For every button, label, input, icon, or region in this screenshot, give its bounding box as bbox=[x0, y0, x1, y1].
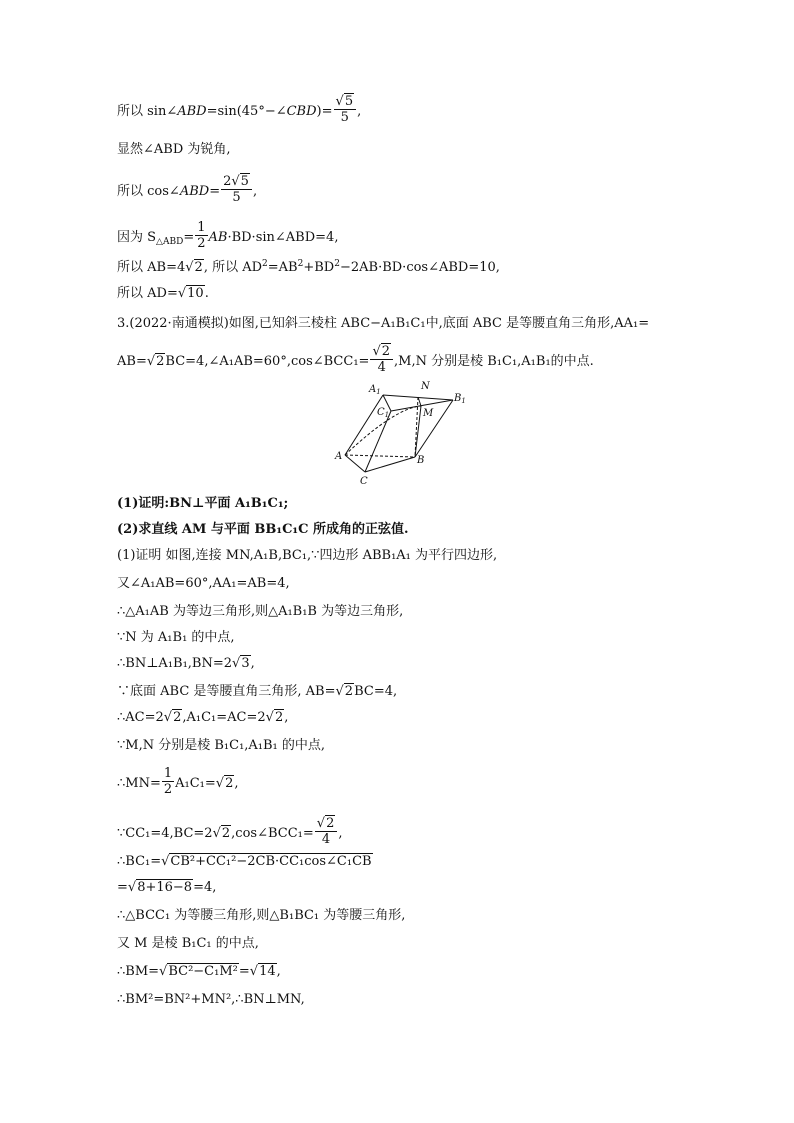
text: , bbox=[338, 826, 343, 841]
text: 2 bbox=[381, 344, 391, 359]
text: −2AB·BD·cos∠ABD=10, bbox=[339, 260, 500, 275]
text: 14 bbox=[259, 964, 276, 979]
label-b1-sub: 1 bbox=[461, 397, 466, 405]
label-b: B bbox=[417, 455, 425, 466]
text: 2 bbox=[334, 259, 340, 269]
text: 5 bbox=[340, 110, 349, 125]
solution-line-4 bbox=[117, 222, 338, 253]
label-m: M bbox=[423, 408, 434, 419]
sqrt: √2 bbox=[185, 260, 203, 275]
text: AB bbox=[208, 230, 228, 245]
fraction: $\frac{√2}{4}$ bbox=[315, 816, 338, 847]
text: ·BD·sin∠ABD=4, bbox=[227, 230, 339, 245]
text: , 所以 AD bbox=[203, 260, 263, 275]
text: +BD bbox=[303, 260, 335, 275]
text: 2 bbox=[225, 776, 234, 791]
text: 所以 sin∠ bbox=[117, 104, 178, 119]
text: 10 bbox=[187, 286, 204, 301]
text: 5 bbox=[344, 94, 354, 109]
sqrt: √2 bbox=[146, 354, 165, 369]
solution-step-6 bbox=[117, 682, 397, 702]
text: =sin(45°−∠ bbox=[206, 104, 287, 119]
sqrt: √10 bbox=[177, 286, 204, 301]
sqrt: √CB²+CC₁²−2CB·CC₁cos∠C₁CB bbox=[161, 854, 372, 869]
sqrt: √2 bbox=[265, 710, 284, 725]
svg-text:A1 bbox=[368, 384, 381, 396]
text: 2 bbox=[344, 684, 354, 699]
question-2: (2)求直线 AM 与平面 BB₁C₁C 所成角的正弦值. bbox=[117, 522, 409, 537]
text: 4 bbox=[377, 360, 386, 375]
label-a: A bbox=[335, 451, 343, 462]
solution-step-10 bbox=[117, 818, 342, 849]
text: ∵底面 ABC 是等腰直角三角形, AB= bbox=[117, 684, 336, 699]
text: ∴AC=2 bbox=[117, 710, 164, 725]
text: 5 bbox=[232, 190, 241, 205]
text: , bbox=[276, 964, 281, 979]
text: 5 bbox=[240, 174, 249, 189]
text: BC=4,∠A₁AB=60°,cos∠BCC₁= bbox=[165, 354, 370, 369]
solution-line-2: 显然∠ABD 为锐角, bbox=[117, 142, 231, 157]
text: 2 bbox=[156, 354, 165, 369]
fraction bbox=[162, 766, 174, 797]
text: A₁C₁= bbox=[175, 776, 216, 791]
text: 2 bbox=[221, 826, 231, 841]
problem-3-line-1: 3.(2022·南通模拟)如图,已知斜三棱柱 ABC−A₁B₁C₁中,底面 ABC 是等腰直角三角形,AA₁= bbox=[117, 316, 650, 331]
solution-step-4: ∵N 为 A₁B₁ 的中点, bbox=[117, 630, 235, 645]
label-c1-sub: 1 bbox=[384, 411, 390, 419]
text: △ABD bbox=[156, 237, 184, 247]
text: 因为 S bbox=[117, 230, 157, 245]
fraction: $\frac{√2}{4}$ bbox=[370, 344, 393, 375]
text: 1 bbox=[163, 766, 173, 781]
text: =AB bbox=[267, 260, 298, 275]
text: =4, bbox=[193, 880, 217, 895]
fraction bbox=[195, 220, 207, 251]
text: 所以 AB=4 bbox=[117, 260, 186, 275]
text: 2 bbox=[326, 816, 335, 831]
solution-step-11 bbox=[117, 852, 373, 872]
text: , bbox=[250, 656, 255, 671]
solution-step-14: 又 M 是棱 B₁C₁ 的中点, bbox=[117, 936, 259, 951]
text: , bbox=[284, 710, 289, 725]
solution-line-5 bbox=[117, 258, 500, 278]
solution-line-1 bbox=[117, 96, 361, 127]
text: 2 bbox=[194, 260, 203, 275]
fraction: $\frac{√5}{5}$ bbox=[334, 94, 357, 125]
text: )= bbox=[316, 104, 333, 119]
sqrt: √2 bbox=[335, 684, 354, 699]
sqrt: √BC²−C₁M² bbox=[159, 964, 238, 979]
text: ∴BM= bbox=[117, 964, 160, 979]
label-b1: B bbox=[454, 393, 462, 404]
label-a1-sub: 1 bbox=[376, 388, 381, 396]
text: ∴BN⊥A₁B₁,BN=2 bbox=[117, 656, 233, 671]
solution-line-3 bbox=[117, 176, 257, 207]
solution-step-2: 又∠A₁AB=60°,AA₁=AB=4, bbox=[117, 576, 290, 591]
question-1: (1)证明:BN⊥平面 A₁B₁C₁; bbox=[117, 496, 289, 511]
solution-step-9 bbox=[117, 768, 239, 799]
text: CBD bbox=[286, 104, 317, 119]
text: 4 bbox=[321, 832, 331, 847]
text: ,A₁C₁=AC=2 bbox=[182, 710, 266, 725]
text: = bbox=[238, 964, 250, 979]
sqrt: √2 bbox=[212, 826, 231, 841]
svg-text:C1 bbox=[377, 407, 389, 419]
text: 2 bbox=[163, 782, 173, 797]
solution-step-16: ∴BM²=BN²+MN²,∴BN⊥MN, bbox=[117, 992, 305, 1007]
svg-text:B1 bbox=[453, 393, 466, 405]
text: ABD bbox=[177, 104, 207, 119]
solution-step-7 bbox=[117, 708, 288, 728]
solution-step-13: ∴△BCC₁ 为等腰三角形,则△B₁BC₁ 为等腰三角形, bbox=[117, 908, 406, 923]
text: ,M,N 分别是棱 B₁C₁,A₁B₁的中点. bbox=[394, 354, 594, 369]
text: 3 bbox=[241, 656, 250, 671]
text: 2 bbox=[262, 259, 268, 269]
solution-step-3: ∴△A₁AB 为等边三角形,则△A₁B₁B 为等边三角形, bbox=[117, 604, 404, 619]
text: 8+16−8 bbox=[137, 880, 193, 895]
solution-step-5 bbox=[117, 654, 255, 674]
sqrt: √2 bbox=[163, 710, 182, 725]
text: . bbox=[204, 286, 209, 301]
text: = bbox=[209, 184, 221, 199]
solution-step-15 bbox=[117, 962, 281, 982]
text: AB= bbox=[117, 354, 147, 369]
fraction: $\frac{2√5}{5}$ bbox=[221, 174, 252, 205]
label-n: N bbox=[421, 381, 430, 392]
text: 2 bbox=[173, 710, 182, 725]
text: ∵CC₁=4,BC=2 bbox=[117, 826, 213, 841]
sqrt: √3 bbox=[232, 656, 250, 671]
text: 所以 AD= bbox=[117, 286, 178, 301]
text: CB²+CC₁²−2CB·CC₁cos∠C₁CB bbox=[170, 854, 372, 869]
text: 所以 cos∠ bbox=[117, 184, 180, 199]
text: = bbox=[117, 880, 128, 895]
sqrt: √14 bbox=[249, 964, 276, 979]
sqrt: √2 bbox=[215, 776, 234, 791]
text: , bbox=[252, 184, 258, 199]
text: , bbox=[357, 104, 362, 119]
text: ABD bbox=[179, 184, 210, 199]
text: = bbox=[183, 230, 195, 245]
text: 1 bbox=[197, 220, 206, 235]
solution-step-1: (1)证明 如图,连接 MN,A₁B,BC₁,∵四边形 ABB₁A₁ 为平行四边形, bbox=[117, 548, 498, 563]
text: ∴BC₁= bbox=[117, 854, 162, 869]
text: ,cos∠BCC₁= bbox=[231, 826, 314, 841]
text: 2 bbox=[197, 236, 206, 251]
text: BC²−C₁M² bbox=[168, 964, 238, 979]
text: 2 bbox=[223, 174, 232, 189]
sqrt: √8+16−8 bbox=[127, 880, 193, 895]
text: BC=4, bbox=[354, 684, 398, 699]
label-c1: C bbox=[377, 407, 385, 418]
problem-3-line-2 bbox=[117, 346, 594, 377]
prism-figure bbox=[335, 378, 465, 492]
text: , bbox=[234, 776, 239, 791]
solution-step-8: ∵M,N 分别是棱 B₁C₁,A₁B₁ 的中点, bbox=[117, 738, 326, 753]
label-a1: A bbox=[369, 384, 377, 395]
text: 2 bbox=[274, 710, 284, 725]
solution-step-12 bbox=[117, 878, 216, 898]
solution-line-6 bbox=[117, 284, 209, 304]
text: 2 bbox=[297, 259, 304, 269]
prism-diagram bbox=[335, 378, 465, 488]
text: ∴MN= bbox=[117, 776, 161, 791]
label-c: C bbox=[360, 476, 368, 487]
